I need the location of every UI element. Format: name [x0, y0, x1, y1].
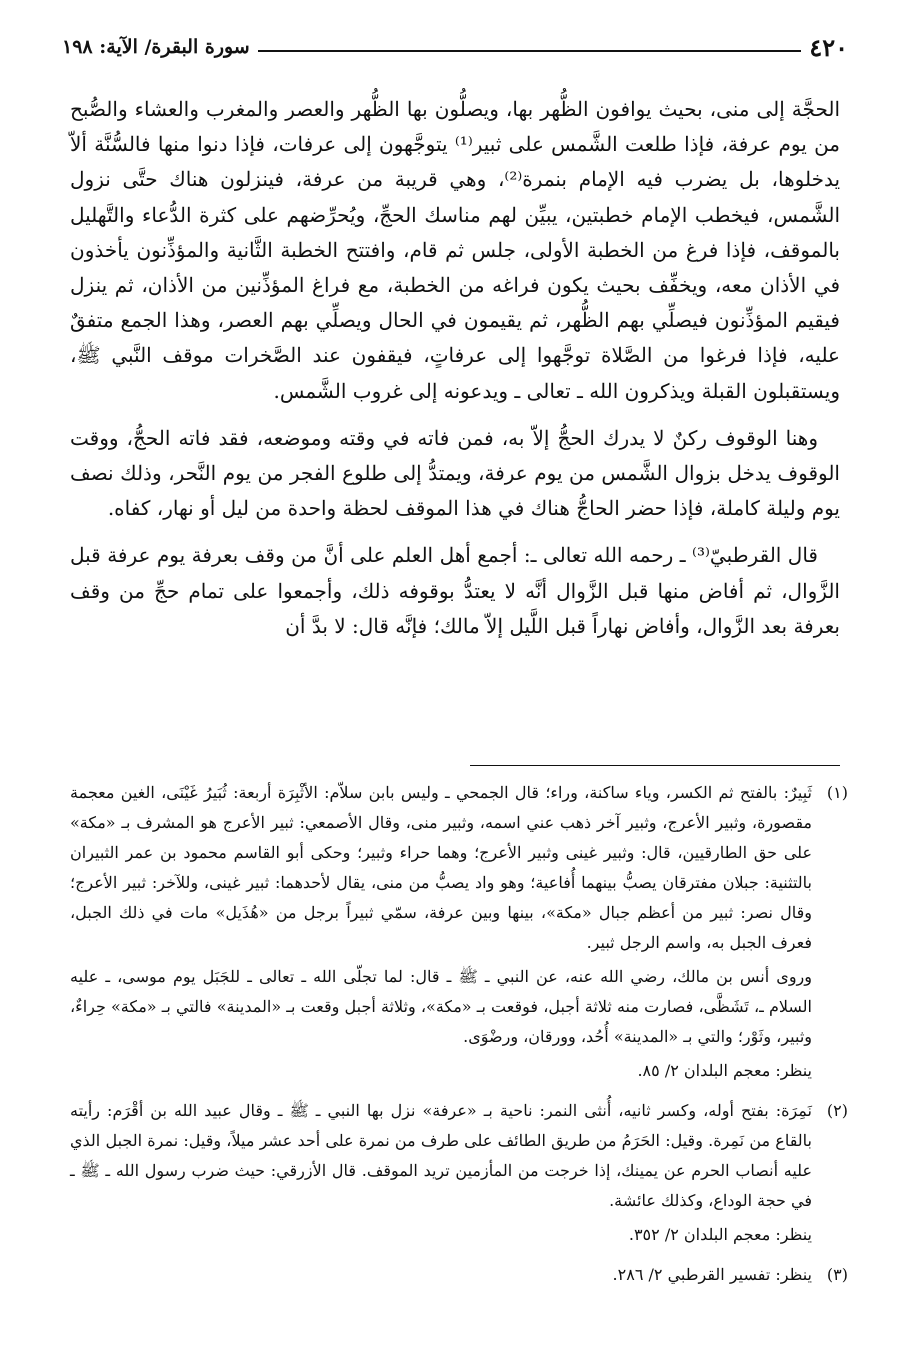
- footnote-reference: ينظر: معجم البلدان ٢/ ٨٥.: [637, 1061, 812, 1080]
- footnote-paragraph: ثَبِيرٌ: بالفتح ثم الكسر، وياء ساكنة، وراء؛ قال الجمحي ـ وليس بابن سلاّم: الأثْبِرَة أربعة: ثُبَيرُ غَيْنَى، الغين معجمة مقصورة، وثبير الأعرج، وثبير آخر ذهب عني اسمه، وثبير منى، وقال الأصمعي: ثبير الأعرج هو المشرف بـ «مكة» على حق الطارقيين، قال: وثبير غينى وثبير الأعرج؛ وهما حراء وثبير؛ وحكى أبو القاسم محمود بن عمر الثبيران بالتثنية: جبلان مفترقان يصبُّ بينهما أُفاعية؛ وهو واد يصبُّ من منى، يقال لأحدهما: ثبير غينى، وللآخر: ثبير الأعرج؛ وقال نصر: ثبير من أعظم جبال «مكة»، بينها وبين عرفة، سمّي ثبيراً برجل من «هُذَيل» مات في ذلك الجبل، فعرف الجبل به، واسم الرجل ثبير.: [70, 783, 812, 952]
- main-text: [70, 92, 840, 656]
- footnote-1: [70, 778, 848, 1090]
- footnote-reference: ينظر: معجم البلدان ٢/ ٣٥٢.: [628, 1225, 812, 1244]
- page-number: ٤٢٠: [809, 32, 848, 62]
- body-paragraph: الحجَّة إلى منى، بحيث يوافون الظُّهر بها، ويصلُّون بها الظُّهر والعصر والمغرب والعشاء والصُّبح من يوم عرفة، فإذا طلعت الشَّمس على ثبير⁽¹⁾ يتوجَّهون إلى عرفات، فإذا دنوا منها فالسُّنَّة ألاّ يدخلوها، بل يضرب فيه الإمام بنمرة⁽²⁾، وهي قريبة من عرفة، فينزلون هناك حتَّى نزول الشَّمس، فيخطب الإمام خطبتين، يبيِّن لهم مناسك الحجِّ، ويُحرِّضهم على كثرة الدُّعاء والتَّهليل بالموقف، فإذا فرغ من الخطبة الأولى، جلس ثم قام، وافتتح الخطبة الثَّانية والمؤذِّنون يأخذون في الأذان معه، ويخفِّف بحيث يكون فراغه من الخطبة، مع فراغ المؤذِّنين من الأذان، ثم ينزل فيقيم المؤذِّنون فيصلِّي بهم الظُّهر، ثم يقيمون في الحال ويصلِّي بهم العصر، وهذا الجمع متفقٌ عليه، فإذا فرغوا من الصَّلاة توجَّهوا إلى عرفاتٍ، فيقفون عند الصَّخرات موقف النَّبي ﷺ، ويستقبلون القبلة ويذكرون الله ـ تعالى ـ ويدعونه إلى غروب الشَّمس.: [70, 97, 841, 403]
- running-header: [62, 30, 848, 64]
- footnote-number: (٣): [826, 1265, 848, 1284]
- footnote-3: [70, 1260, 848, 1294]
- footnote-body: [70, 1096, 812, 1254]
- footnote-number: (٢): [826, 1101, 848, 1120]
- footnote-2: [70, 1096, 848, 1254]
- footnote-paragraph: نَمِرَة: بفتح أوله، وكسر ثانيه، أُنثى النمر: ناحية بـ «عرفة» نزل بها النبي ـ ﷺ ـ وقال عبيد الله بن أقْرَم: رأيته بالقاع من نَمِرة. وقيل: الحَرَمُ من طريق الطائف على طرف من نمرة على أحد عشر ميلاً، وقيل: نمرة الجبل الذي عليه أنصاب الحرم عن يمينك، إذا خرجت من المأزمين تريد الموقف. قال الأزرقي: حيث ضرب رسول الله ـ ﷺ ـ في حجة الوداع، وكذلك عائشة.: [70, 1101, 812, 1210]
- body-paragraph: قال القرطبيّ⁽³⁾ ـ رحمه الله تعالى ـ: أجمع أهل العلم على أنَّ من وقف بعرفة يوم عرفة قبل الزَّوال، ثم أفاض منها قبل الزَّوال أنَّه لا يعتدُّ بوقوفه ذلك، وأجمعوا على تمام حجِّ من وقف بعرفة بعد الزَّوال، وأفاض نهاراً قبل اللَّيل إلاّ مالك؛ فإنَّه قال: لا بدَّ أن: [70, 543, 840, 638]
- footnote-body: [70, 1260, 812, 1294]
- footnote-reference: ينظر: تفسير القرطبي ٢/ ٢٨٦.: [612, 1265, 812, 1284]
- footnote-number: (١): [826, 783, 848, 802]
- footnote-body: [70, 778, 812, 1090]
- footnotes: [70, 778, 848, 1300]
- header-rule: [258, 50, 802, 52]
- running-title: سورة البقرة/ الآية: ١٩٨: [62, 36, 250, 58]
- body-paragraph: وهنا الوقوف ركنٌ لا يدرك الحجُّ إلاّ به، فمن فاته في وقته وموضعه، فقد فاته الحجُّ، ووقت الوقوف يدخل بزوال الشَّمس من يوم عرفة، ويمتدُّ إلى طلوع الفجر من يوم النَّحر، وذلك نصف يوم وليلة كاملة، فإذا حضر الحاجُّ هناك في هذا الموقف لحظة واحدة من ليل أو نهار، كفاه.: [70, 425, 840, 521]
- footnote-separator: [470, 765, 840, 766]
- footnote-paragraph: وروى أنس بن مالك، رضي الله عنه، عن النبي ـ ﷺ ـ قال: لما تجلّى الله ـ تعالى ـ للجَبَل يوم موسى، ـ عليه السلام ـ، تَشَظَّى، فصارت منه ثلاثة أجبل، فوقعت بـ «مكة»، وثلاثة أجبل وقعت بـ «المدينة» فالتي بـ «مكة» حِراءٌ، وثبير، وثَوْر؛ والتي بـ «المدينة» أُحُد، وورقان، ورضْوَى.: [70, 967, 813, 1046]
